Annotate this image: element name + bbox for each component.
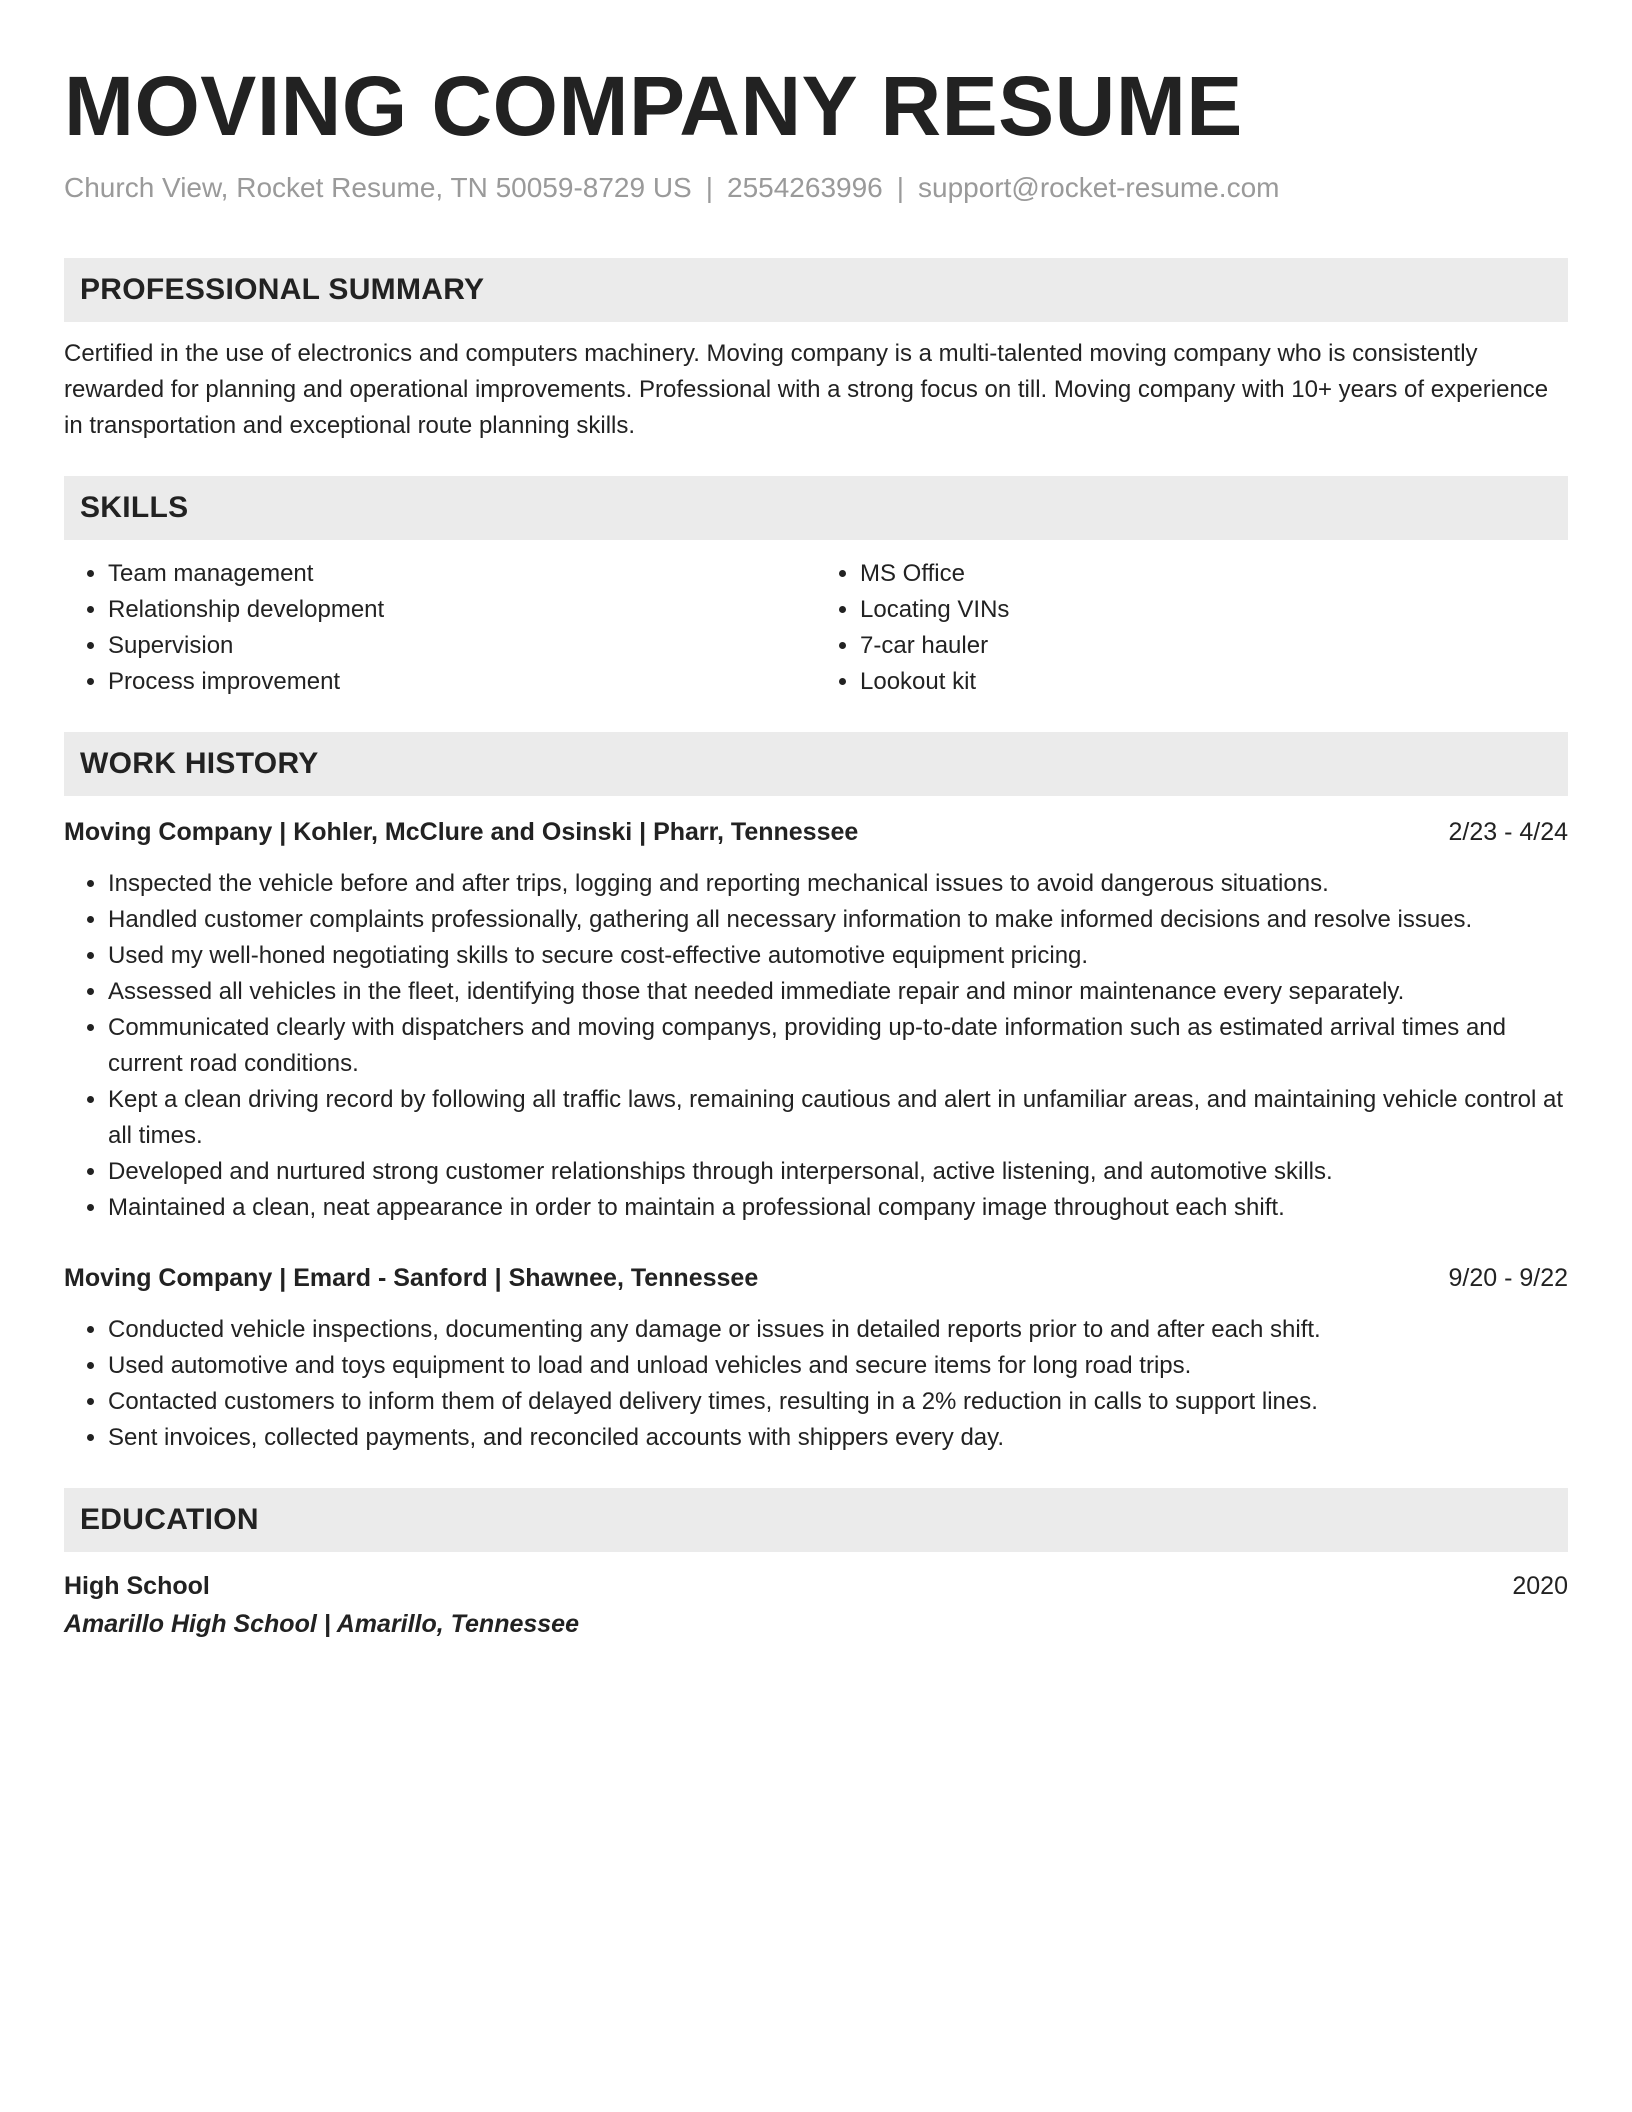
skill-item: • Locating VINs bbox=[860, 592, 1568, 628]
skill-item: • MS Office bbox=[860, 556, 1568, 592]
job-bullet: • Used my well-honed negotiating skills to secure cost-effective automotive equipment pricing. bbox=[108, 938, 1568, 974]
job-bullets bbox=[64, 1312, 1568, 1456]
skill-item: • Lookout kit bbox=[860, 664, 1568, 700]
job-entry bbox=[64, 1260, 1568, 1456]
section-heading-skills: SKILLS bbox=[64, 476, 1568, 540]
skill-item: • Relationship development bbox=[108, 592, 816, 628]
skill-item: • Team management bbox=[108, 556, 816, 592]
job-dates: 9/20 - 9/22 bbox=[1448, 1264, 1568, 1292]
job-header bbox=[64, 1260, 1568, 1296]
job-bullet: • Contacted customers to inform them of delayed delivery times, resulting in a 2% reduction in calls to support lines. bbox=[108, 1384, 1568, 1420]
skill-item: • Supervision bbox=[108, 628, 816, 664]
job-bullet: • Handled customer complaints professionally, gathering all necessary information to make informed decisions and resolve issues. bbox=[108, 902, 1568, 938]
job-bullet: • Sent invoices, collected payments, and reconciled accounts with shippers every day. bbox=[108, 1420, 1568, 1456]
contact-line bbox=[64, 168, 1568, 208]
summary-text: Certified in the use of electronics and computers machinery. Moving company is a multi-talented moving company who is consistently rewarded for planning and operational improvements. Professional with a strong focus on till. Moving company with 10+ years of experience in transportation and exceptional route planning skills. bbox=[64, 340, 1549, 439]
job-bullet: • Conducted vehicle inspections, documenting any damage or issues in detailed reports prior to and after each shift. bbox=[108, 1312, 1568, 1348]
education-header bbox=[64, 1568, 1568, 1604]
skill-item: • 7-car hauler bbox=[860, 628, 1568, 664]
education-year: 2020 bbox=[1512, 1572, 1568, 1600]
job-bullet: • Developed and nurtured strong customer relationships through interpersonal, active listening, and automotive skills. bbox=[108, 1154, 1568, 1190]
skills-list-right bbox=[816, 556, 1568, 700]
resume-title: MOVING COMPANY RESUME bbox=[64, 59, 1243, 153]
job-entry bbox=[64, 814, 1568, 1226]
job-bullet: • Inspected the vehicle before and after trips, logging and reporting mechanical issues to avoid dangerous situations. bbox=[108, 866, 1568, 902]
contact-address: Church View, Rocket Resume, TN 50059-8729 US bbox=[64, 172, 692, 203]
skill-item: • Process improvement bbox=[108, 664, 816, 700]
job-bullet: • Assessed all vehicles in the fleet, identifying those that needed immediate repair and minor maintenance every separately. bbox=[108, 974, 1568, 1010]
contact-separator: | bbox=[705, 172, 714, 203]
section-heading-work-history: WORK HISTORY bbox=[64, 732, 1568, 796]
section-heading-education: EDUCATION bbox=[64, 1488, 1568, 1552]
contact-email: support@rocket-resume.com bbox=[918, 172, 1280, 203]
job-bullet: • Used automotive and toys equipment to load and unload vehicles and secure items for long road trips. bbox=[108, 1348, 1568, 1384]
job-bullet: • Maintained a clean, neat appearance in order to maintain a professional company image throughout each shift. bbox=[108, 1190, 1568, 1226]
skills-columns bbox=[64, 556, 1568, 700]
job-bullet: • Communicated clearly with dispatchers and moving companys, providing up-to-date information such as estimated arrival times and current road conditions. bbox=[108, 1010, 1568, 1082]
job-dates: 2/23 - 4/24 bbox=[1448, 818, 1568, 846]
contact-phone: 2554263996 bbox=[727, 172, 883, 203]
job-bullet: • Kept a clean driving record by following all traffic laws, remaining cautious and alert in unfamiliar areas, and maintaining vehicle control at all times. bbox=[108, 1082, 1568, 1154]
job-title: Moving Company | Emard - Sanford | Shawnee, Tennessee bbox=[64, 1264, 759, 1292]
contact-separator: | bbox=[896, 172, 905, 203]
job-title: Moving Company | Kohler, McClure and Osinski | Pharr, Tennessee bbox=[64, 818, 859, 846]
skills-list-left bbox=[64, 556, 816, 700]
education-degree: High School bbox=[64, 1572, 210, 1600]
section-heading-summary: PROFESSIONAL SUMMARY bbox=[64, 258, 1568, 322]
education-school: Amarillo High School | Amarillo, Tennessee bbox=[64, 1610, 579, 1638]
job-header bbox=[64, 814, 1568, 850]
job-bullets bbox=[64, 866, 1568, 1226]
